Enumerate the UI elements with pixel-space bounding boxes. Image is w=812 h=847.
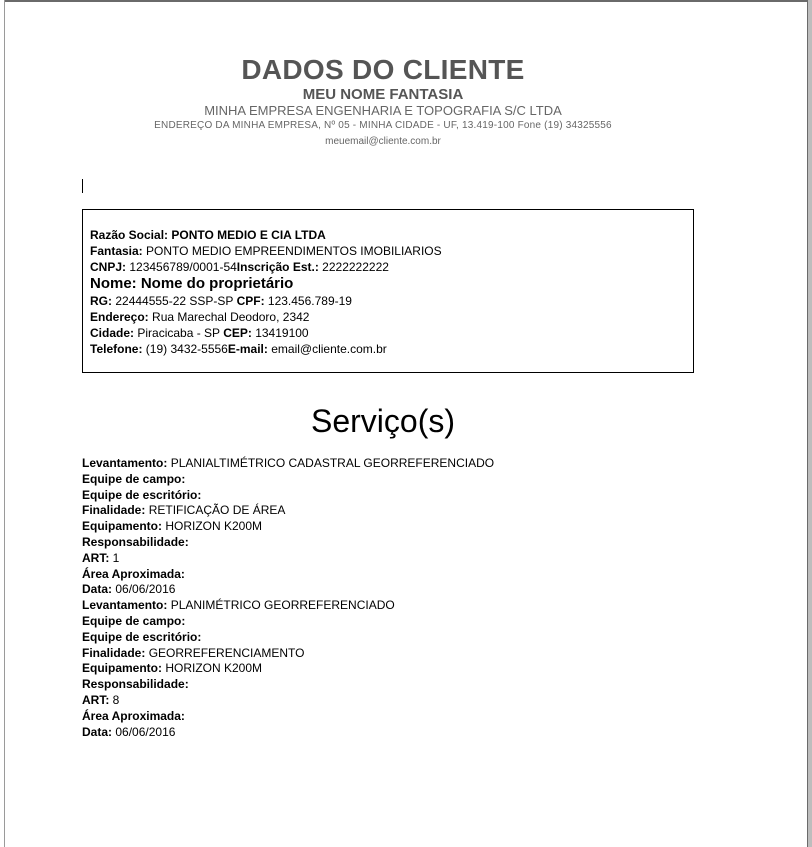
text-cursor[interactable] xyxy=(82,179,83,193)
area-label: Área Aproximada: xyxy=(82,566,185,581)
page-right-shadow xyxy=(807,0,812,847)
finalidade-label: Finalidade: xyxy=(82,645,146,660)
levantamento-value: PLANIMÉTRICO GEORREFERENCIADO xyxy=(170,598,395,613)
telefone-label: Telefone: xyxy=(90,342,143,356)
service-2-finalidade xyxy=(82,646,494,662)
cnpj-label: CNPJ: xyxy=(90,260,127,274)
rg-label: RG: xyxy=(90,294,112,308)
page-top-edge xyxy=(4,0,808,2)
document-header xyxy=(0,54,766,149)
equipamento-value: HORIZON K200M xyxy=(165,661,263,676)
data-label: Data: xyxy=(82,582,113,597)
cidade-value: Piracicaba - SP xyxy=(137,326,220,340)
company-name: MINHA EMPRESA ENGENHARIA E TOPOGRAFIA S/C LTDA xyxy=(204,103,562,118)
fantasia-line xyxy=(90,243,693,259)
art-label: ART: xyxy=(82,550,110,565)
owner-name: Nome: Nome do proprietário xyxy=(90,275,294,292)
service-1-levantamento xyxy=(82,456,494,472)
endereco-label: Endereço: xyxy=(90,310,149,324)
finalidade-value: GEORREFERENCIAMENTO xyxy=(148,645,305,660)
fantasia-label: Fantasia: xyxy=(90,244,143,258)
area-label: Área Aproximada: xyxy=(82,708,185,723)
equipe-escritorio-label: Equipe de escritório: xyxy=(82,487,202,502)
data-value: 06/06/2016 xyxy=(115,724,176,739)
service-2-data xyxy=(82,725,494,741)
email-value: email@cliente.com.br xyxy=(271,342,387,356)
fantasy-name: MEU NOME FANTASIA xyxy=(302,86,464,103)
services-title: Serviço(s) xyxy=(310,403,455,439)
service-1-responsabilidade xyxy=(82,535,494,551)
data-value: 06/06/2016 xyxy=(115,582,176,597)
cnpj-value: 123456789/0001-54 xyxy=(129,260,237,274)
service-2-levantamento xyxy=(82,598,494,614)
endereco-line xyxy=(90,309,693,325)
art-label: ART: xyxy=(82,692,110,707)
services-list xyxy=(82,456,494,740)
service-1-finalidade xyxy=(82,503,494,519)
service-2-art xyxy=(82,693,494,709)
service-2-area xyxy=(82,709,494,725)
rg-value: 22444555-22 SSP-SP xyxy=(115,294,234,308)
service-1-data xyxy=(82,582,494,598)
telefone-value: (19) 3432-5556 xyxy=(145,342,228,356)
cidade-label: Cidade: xyxy=(90,326,135,340)
art-value: 8 xyxy=(112,692,120,707)
equipamento-value: HORIZON K200M xyxy=(165,519,263,534)
client-info-box xyxy=(82,209,694,373)
rg-line xyxy=(90,293,693,309)
service-1-equipamento xyxy=(82,519,494,535)
ie-value: 2222222222 xyxy=(322,260,389,274)
cnpj-line xyxy=(90,259,693,275)
cpf-value: 123.456.789-19 xyxy=(267,294,352,308)
service-1-equipe-escritorio xyxy=(82,488,494,504)
razao-social-line xyxy=(90,227,693,243)
endereco-value: Rua Marechal Deodoro, 2342 xyxy=(152,310,310,324)
razao-social-label: Razão Social: xyxy=(90,228,169,242)
email-label: E-mail: xyxy=(227,342,268,356)
cidade-line xyxy=(90,325,693,341)
levantamento-label: Levantamento: xyxy=(82,456,168,470)
art-value: 1 xyxy=(112,550,120,565)
service-2-responsabilidade xyxy=(82,677,494,693)
service-1-area xyxy=(82,567,494,583)
equipamento-label: Equipamento: xyxy=(82,661,162,676)
equipamento-label: Equipamento: xyxy=(82,519,162,534)
levantamento-label: Levantamento: xyxy=(82,598,168,613)
page-title: DADOS DO CLIENTE xyxy=(241,54,525,85)
company-email: meuemail@cliente.com.br xyxy=(325,136,441,147)
responsabilidade-label: Responsabilidade: xyxy=(82,677,189,692)
service-1-equipe-campo xyxy=(82,472,494,488)
cep-label: CEP: xyxy=(223,326,252,340)
service-2-equipamento xyxy=(82,661,494,677)
finalidade-label: Finalidade: xyxy=(82,503,146,518)
telefone-line xyxy=(90,341,693,357)
service-1-art xyxy=(82,551,494,567)
fantasia-value: PONTO MEDIO EMPREENDIMENTOS IMOBILIARIOS xyxy=(146,244,442,258)
ie-label: Inscrição Est.: xyxy=(236,260,319,274)
equipe-campo-label: Equipe de campo: xyxy=(82,613,186,628)
razao-social-value: PONTO MEDIO E CIA LTDA xyxy=(171,228,326,242)
levantamento-value: PLANIALTIMÉTRICO CADASTRAL GEORREFERENCIADO xyxy=(170,456,495,470)
responsabilidade-label: Responsabilidade: xyxy=(82,534,189,549)
finalidade-value: RETIFICAÇÃO DE ÁREA xyxy=(148,503,286,518)
service-2-equipe-campo xyxy=(82,614,494,630)
data-label: Data: xyxy=(82,724,113,739)
service-2-equipe-escritorio xyxy=(82,630,494,646)
cep-value: 13419100 xyxy=(255,326,309,340)
cpf-label: CPF: xyxy=(236,294,265,308)
company-address: ENDEREÇO DA MINHA EMPRESA, Nº 05 - MINHA CIDADE - UF, 13.419-100 Fone (19) 34325556 xyxy=(154,120,612,131)
equipe-campo-label: Equipe de campo: xyxy=(82,471,186,486)
equipe-escritorio-label: Equipe de escritório: xyxy=(82,629,202,644)
